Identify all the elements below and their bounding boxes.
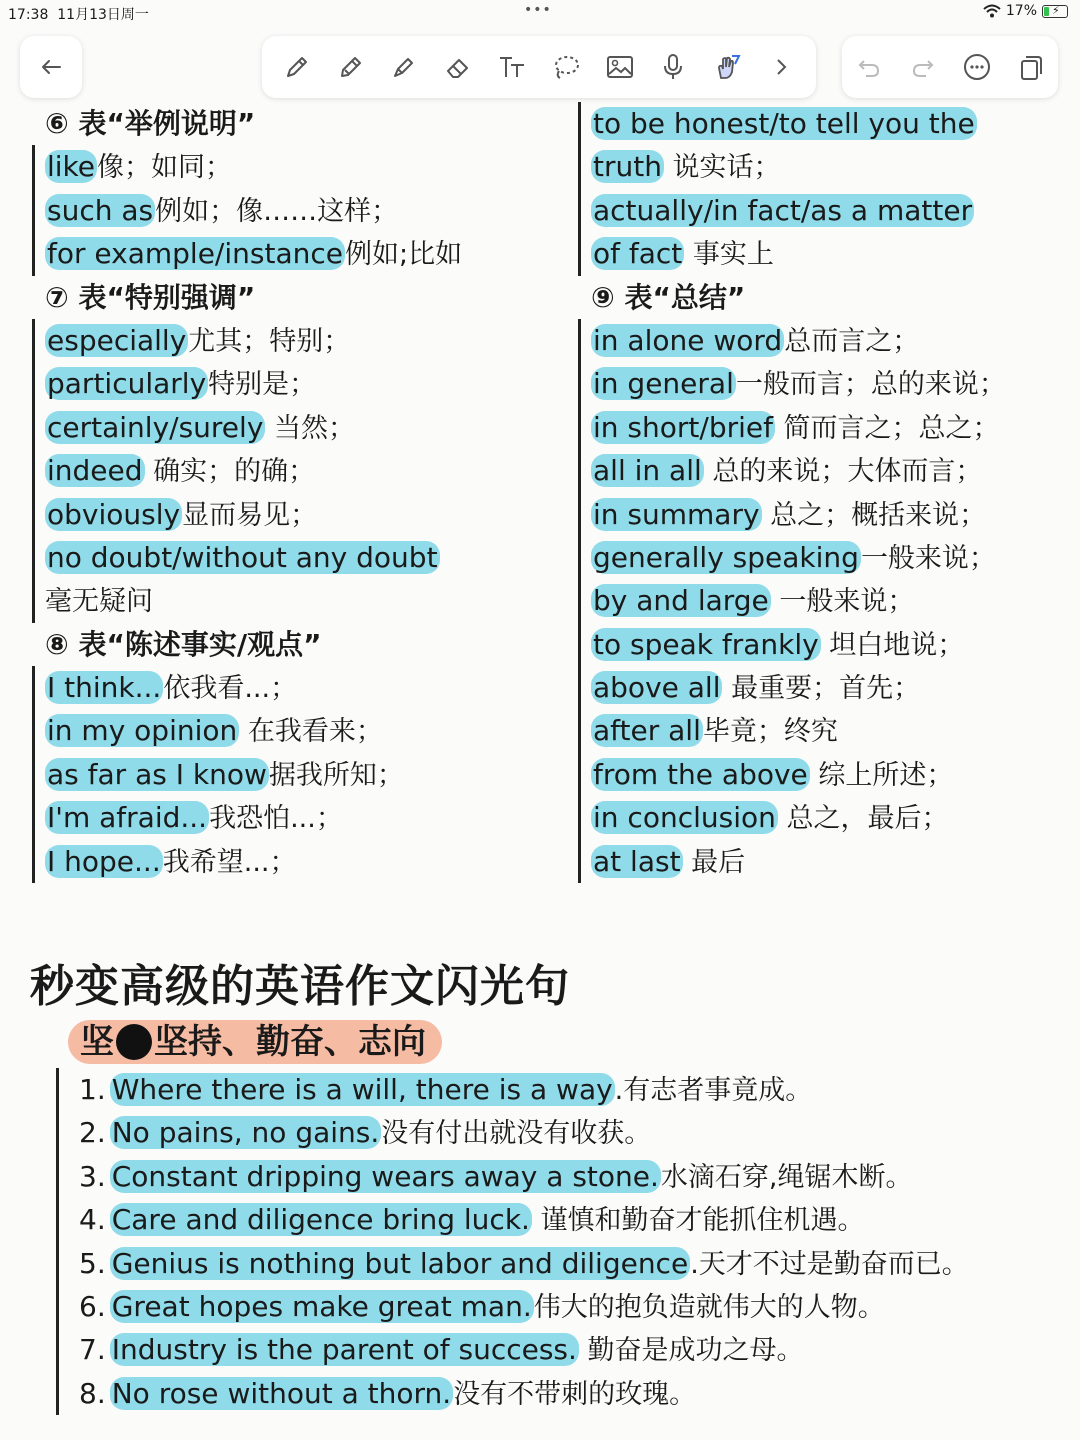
eraser-icon[interactable]	[441, 50, 475, 84]
lasso-icon[interactable]	[549, 50, 583, 84]
sentence-item: 4. Care and diligence bring luck. 谨慎和勤奋才能抓住机遇。	[79, 1203, 865, 1237]
drawing-toolbar	[262, 36, 816, 98]
list-item: to be honest/to tell you the	[578, 102, 1073, 145]
section-heading-7: ⑦ 表“特别强调”	[45, 280, 256, 314]
hand-pen-icon[interactable]	[710, 50, 744, 84]
arrow-left-icon[interactable]	[34, 50, 68, 84]
sentence-list	[56, 1068, 1066, 1415]
list-item: truth 说实话；	[578, 145, 1073, 188]
list-item: in my opinion 在我看来；	[32, 709, 572, 752]
list-item: in general一般而言；总的来说；	[578, 362, 1073, 405]
list-item: in alone word总而言之；	[578, 319, 1073, 362]
back-toolbar	[20, 36, 82, 98]
wifi-icon	[983, 4, 1001, 18]
sentence-item: 2. No pains, no gains.没有付出就没有收获。	[79, 1116, 652, 1150]
list-item: especially尤其；特别；	[32, 319, 572, 362]
left-column	[32, 102, 572, 883]
list-item: actually/in fact/as a matter	[578, 189, 1073, 232]
list-item: in short/brief 简而言之；总之；	[578, 406, 1073, 449]
list-item: I'm afraid...我恐怕...；	[32, 796, 572, 839]
list-item: no doubt/without any doubt	[32, 536, 572, 579]
sentence-item: 8. No rose without a thorn.没有不带刺的玫瑰。	[79, 1376, 697, 1410]
status-bar	[0, 0, 1080, 24]
list-item: such as例如；像……这样；	[32, 189, 572, 232]
status-time: 17:38 11月13日周一	[8, 7, 149, 23]
redo-icon[interactable]	[906, 50, 940, 84]
marker-icon[interactable]	[387, 50, 421, 84]
sentence-item: 7. Industry is the parent of success. 勤奋是成功之母。	[79, 1333, 804, 1367]
sentence-item: 3. Constant dripping wears away a stone.水滴石穿,绳锯木断。	[79, 1159, 913, 1193]
list-item: I think...依我看...；	[32, 666, 572, 709]
list-item: above all 最重要；首先；	[578, 666, 1073, 709]
pages-icon[interactable]	[1014, 50, 1048, 84]
list-item: for example/instance例如;比如	[32, 232, 572, 275]
bullet-dot-icon	[116, 1024, 152, 1060]
list-item: all in all 总的来说；大体而言；	[578, 449, 1073, 492]
list-item: in conclusion 总之，最后；	[578, 796, 1073, 839]
multitask-dots[interactable]: •••	[524, 2, 552, 18]
undo-icon[interactable]	[852, 50, 886, 84]
list-item: particularly特别是；	[32, 362, 572, 405]
battery-percent: 17%	[1005, 3, 1037, 19]
list-item: certainly/surely 当然；	[32, 406, 572, 449]
list-item: of fact 事实上	[578, 232, 1073, 275]
sentence-item: 1. Where there is a will, there is a way.有志者事竟成。	[79, 1073, 813, 1106]
list-item: I hope...我希望...；	[32, 840, 572, 883]
page-title: 秒变高级的英语作文闪光句	[30, 961, 570, 1012]
status-right	[983, 3, 1068, 19]
text-icon[interactable]	[495, 50, 529, 84]
image-icon[interactable]	[603, 50, 637, 84]
list-item: to speak frankly 坦白地说；	[578, 623, 1073, 666]
document-toolbar	[842, 36, 1058, 98]
section-heading-9: ⑨ 表“总结”	[591, 280, 746, 314]
list-item: at last 最后	[578, 840, 1073, 883]
sentence-item: 6. Great hopes make great man.伟大的抱负造就伟大的人物。	[79, 1289, 885, 1323]
list-item: like像；如同；	[32, 145, 572, 188]
section-heading-6: ⑥ 表“举例说明”	[45, 107, 256, 140]
list-item: after all毕竟；终究	[578, 709, 1073, 752]
list-item: by and large 一般来说；	[578, 579, 1073, 622]
more-icon[interactable]	[960, 50, 994, 84]
pencil-icon[interactable]	[334, 50, 368, 84]
pen-icon[interactable]	[280, 50, 314, 84]
list-item: generally speaking一般来说；	[578, 536, 1073, 579]
right-column	[578, 102, 1073, 883]
list-item: indeed 确实；的确；	[32, 449, 572, 492]
sentence-item: 5. Genius is nothing but labor and diligence.天才不过是勤奋而已。	[79, 1246, 969, 1280]
section-subtitle: 坚 坚持、勤奋、志向	[68, 1020, 442, 1064]
list-item: obviously显而易见；	[32, 493, 572, 536]
list-item: as far as I know据我所知；	[32, 753, 572, 796]
list-item: 毫无疑问	[32, 579, 572, 622]
microphone-icon[interactable]	[656, 50, 690, 84]
battery-icon: ⚡	[1042, 5, 1068, 18]
list-item: from the above 综上所述；	[578, 753, 1073, 796]
chevron-right-icon[interactable]	[764, 50, 798, 84]
section-heading-8: ⑧ 表“陈述事实/观点”	[45, 627, 322, 661]
list-item: in summary 总之；概括来说；	[578, 493, 1073, 536]
